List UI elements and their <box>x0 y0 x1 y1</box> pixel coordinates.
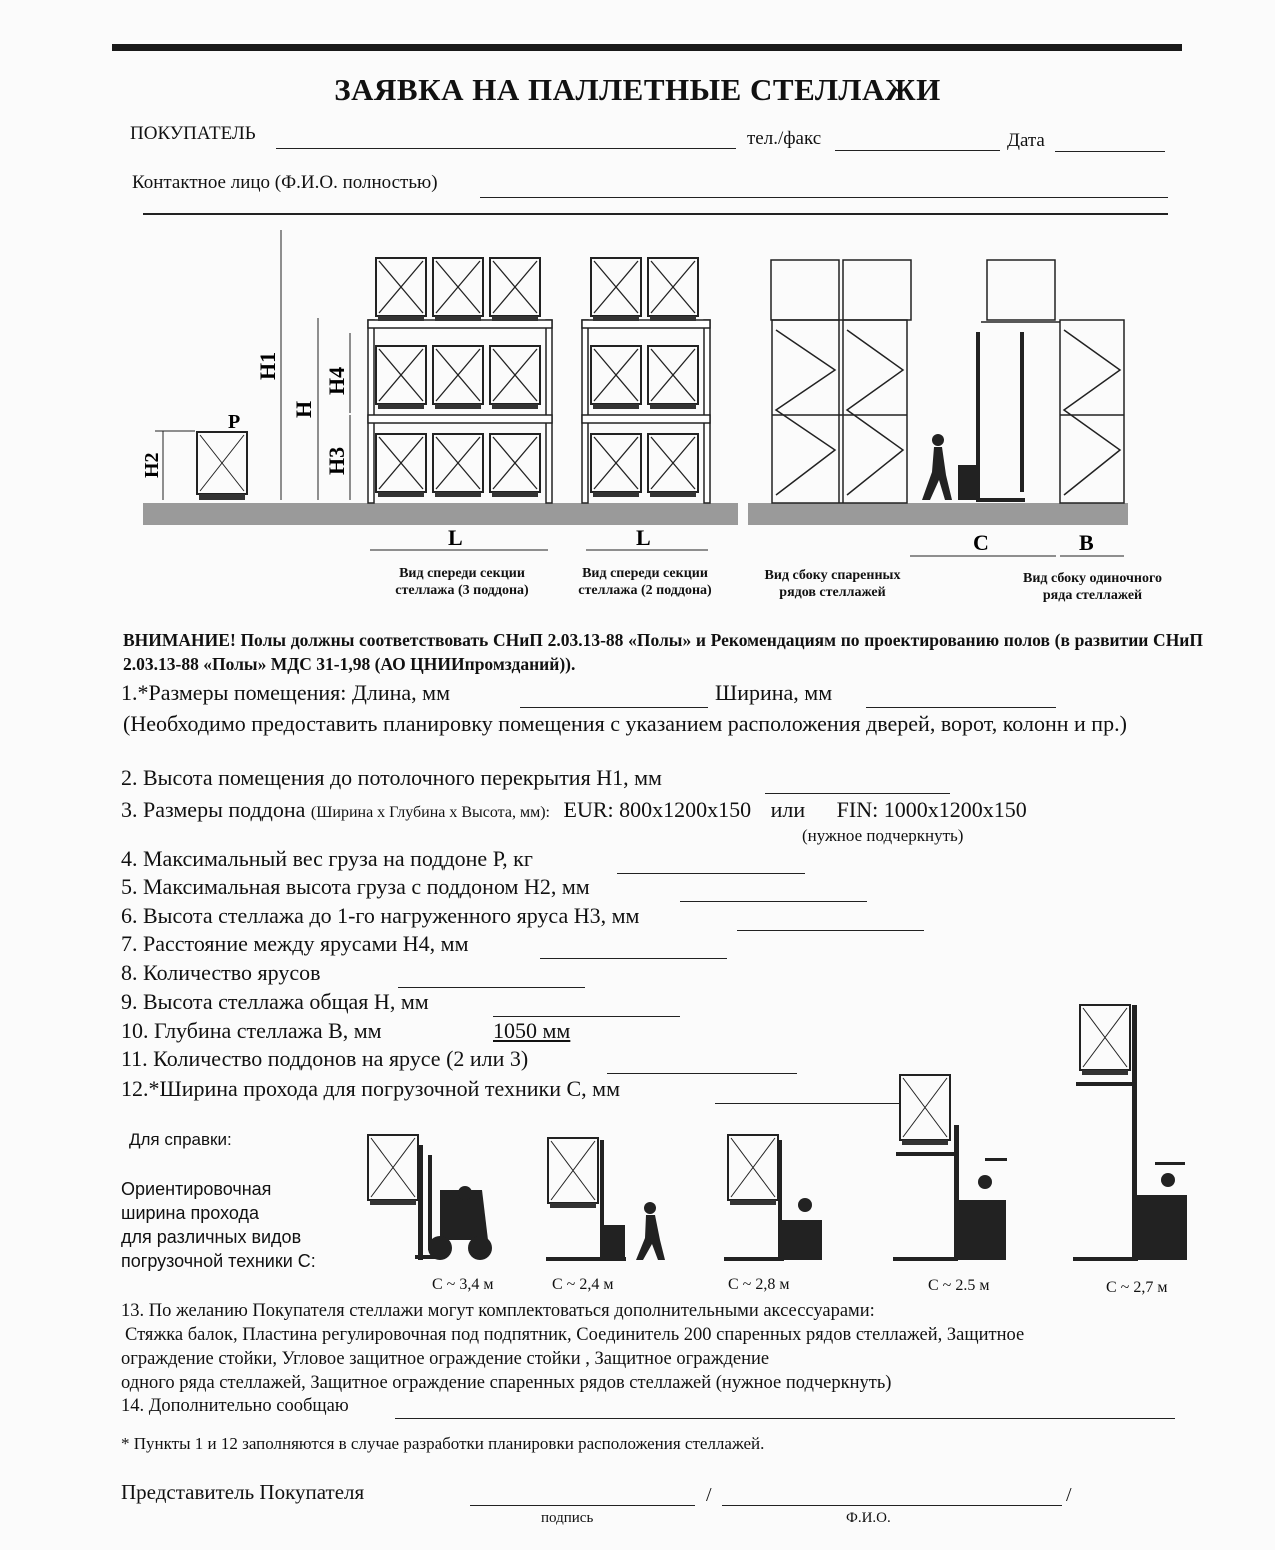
reference-text-2: ширина прохода <box>121 1203 260 1223</box>
reference-text-3: для различных видов <box>121 1227 302 1247</box>
machine-1-width: C ~ 3,4 м <box>432 1276 494 1293</box>
item-10: 10. Глубина стеллажа В, мм <box>121 1018 382 1043</box>
item-9: 9. Высота стеллажа общая Н, мм <box>121 989 429 1014</box>
footnote: * Пункты 1 и 12 заполняются в случае разработки планировки расположения стеллажей. <box>121 1434 765 1453</box>
item-1-length: 1.*Размеры помещения: Длина, мм <box>121 680 451 705</box>
item-7-field[interactable] <box>540 958 727 959</box>
item-8: 8. Количество ярусов <box>121 960 321 985</box>
buyer-label: ПОКУПАТЕЛЬ <box>130 123 256 144</box>
rack-diagram <box>0 0 1275 640</box>
reference-text-1: Ориентировочная <box>121 1179 272 1199</box>
pallet-eur-option[interactable]: EUR: 800х1200х150 <box>563 797 752 822</box>
name-field[interactable] <box>722 1505 1062 1506</box>
item-13-line-2: Стяжка балок, Пластина регулировочная под подпятник, Соединитель 200 спаренных рядов стеллажей, Защитное <box>125 1325 1025 1345</box>
label-h1: H1 <box>255 351 280 380</box>
label-b: B <box>1079 530 1094 555</box>
length-field[interactable] <box>520 707 708 708</box>
label-c: C <box>973 530 989 555</box>
item-14: 14. Дополнительно сообщаю <box>121 1396 349 1416</box>
item-1-width: Ширина, мм <box>715 680 833 705</box>
label-h2: H2 <box>141 452 163 478</box>
item-6: 6. Высота стеллажа до 1-го нагруженного яруса Н3, мм <box>121 903 640 928</box>
machine-counterbalance <box>368 1135 492 1260</box>
item-13-line-3: ограждение стойки, Угловое защитное ограждение стойки , Защитное ограждение <box>121 1349 770 1369</box>
reference-title: Для справки: <box>129 1130 232 1149</box>
item-13 <box>121 1299 1211 1395</box>
pallet-box-p <box>197 432 247 500</box>
label-h4: H4 <box>324 366 349 395</box>
machines-illustration <box>360 1000 1190 1275</box>
operator-figure <box>922 332 1025 502</box>
machine-pedestrian-stacker <box>546 1138 665 1261</box>
item-10-value: 1050 мм <box>493 1018 571 1043</box>
machine-reach-truck-2 <box>1073 1005 1187 1261</box>
item-13-line-1: 13. По желанию Покупателя стеллажи могут комплектоваться дополнительными аксессуарами: <box>121 1301 875 1321</box>
item-2: 2. Высота помещения до потолочного перекрытия Н1, мм <box>121 765 662 790</box>
item-6-field[interactable] <box>737 930 924 931</box>
item-4-field[interactable] <box>617 873 805 874</box>
pallet-high <box>981 260 1060 322</box>
form-title: ЗАЯВКА НА ПАЛЛЕТНЫЕ СТЕЛЛАЖИ <box>334 72 941 107</box>
rack-front-3 <box>368 258 552 503</box>
item-1-note: (Необходимо предоставить планировку помещения с указанием расположения дверей, ворот, колонн и пр.) <box>123 711 1127 736</box>
item-12: 12.*Ширина прохода для погрузочной техники С, мм <box>121 1076 621 1101</box>
item-2-field[interactable] <box>765 793 950 794</box>
item-11: 11. Количество поддонов на ярусе (2 или 3) <box>121 1046 529 1071</box>
item-3-label: 3. Размеры поддона <box>121 797 306 822</box>
rack-front-2 <box>582 258 710 503</box>
item-8-field[interactable] <box>398 987 585 988</box>
item-3-dims-hint: (Ширина х Глубина х Высота, мм): <box>310 804 550 821</box>
rack-side-single <box>1060 320 1124 503</box>
signature-field[interactable] <box>470 1505 695 1506</box>
warning-text: ВНИМАНИЕ! Полы должны соответствовать СНиП 2.03.13-88 «Полы» и Рекомендациям по проектированию полов (в развитии СНиП 2.03.13-88 «Полы» МДС 31-1,98 (АО ЦНИИпромзданий)). <box>123 630 1203 674</box>
signature-slash-2: / <box>1066 1484 1072 1506</box>
caption-side-double: Вид сбоку спаренных рядов стеллажей <box>764 568 901 600</box>
machine-reach-truck-1 <box>893 1075 1007 1261</box>
contact-label: Контактное лицо (Ф.И.О. полностью) <box>132 172 438 193</box>
item-13-line-4: одного ряда стеллажей, Защитное ограждение спаренных рядов стеллажей (нужное подчеркнуть) <box>121 1373 892 1393</box>
item-7: 7. Расстояние между ярусами Н4, мм <box>121 931 469 956</box>
caption-front-3: Вид спереди секции стеллажа (3 поддона) <box>395 566 529 598</box>
caption-side-single: Вид сбоку одиночного ряда стеллажей <box>1023 571 1162 603</box>
item-3 <box>121 797 1027 823</box>
rack-side-double <box>771 260 911 503</box>
machine-2-width: C ~ 2,4 м <box>552 1276 614 1293</box>
machine-3-width: C ~ 2,8 м <box>728 1276 790 1293</box>
date-label: Дата <box>1007 130 1045 151</box>
machine-4-width: C ~ 2.5 м <box>928 1277 990 1294</box>
item-14-field[interactable] <box>395 1418 1175 1419</box>
width-field[interactable] <box>866 707 1056 708</box>
label-l2: L <box>636 525 651 550</box>
label-h: H <box>291 400 316 418</box>
item-5-field[interactable] <box>680 901 867 902</box>
item-5: 5. Максимальная высота груза с поддоном Н2, мм <box>121 874 590 899</box>
signature-caption: подпись <box>541 1510 594 1526</box>
machine-5-width: C ~ 2,7 м <box>1106 1279 1168 1296</box>
phone-label: тел./факс <box>747 128 822 149</box>
item-3-note: (нужное подчеркнуть) <box>802 826 964 845</box>
label-l1: L <box>448 525 463 550</box>
machine-ride-stacker <box>724 1135 822 1261</box>
label-p: P <box>228 411 241 433</box>
pallet-fin-option[interactable]: FIN: 1000х1200х150 <box>836 797 1027 822</box>
item-4: 4. Максимальный вес груза на поддоне Р, кг <box>121 846 533 871</box>
signature-label: Представитель Покупателя <box>121 1480 365 1504</box>
reference-text-4: погрузочной техники С: <box>121 1251 316 1271</box>
caption-front-2: Вид спереди секции стеллажа (2 поддона) <box>578 566 712 598</box>
label-h3: H3 <box>324 446 349 475</box>
item-3-or: или <box>770 797 806 822</box>
reference-text <box>121 1177 316 1273</box>
name-caption: Ф.И.О. <box>846 1510 891 1526</box>
signature-slash-1: / <box>706 1484 712 1506</box>
